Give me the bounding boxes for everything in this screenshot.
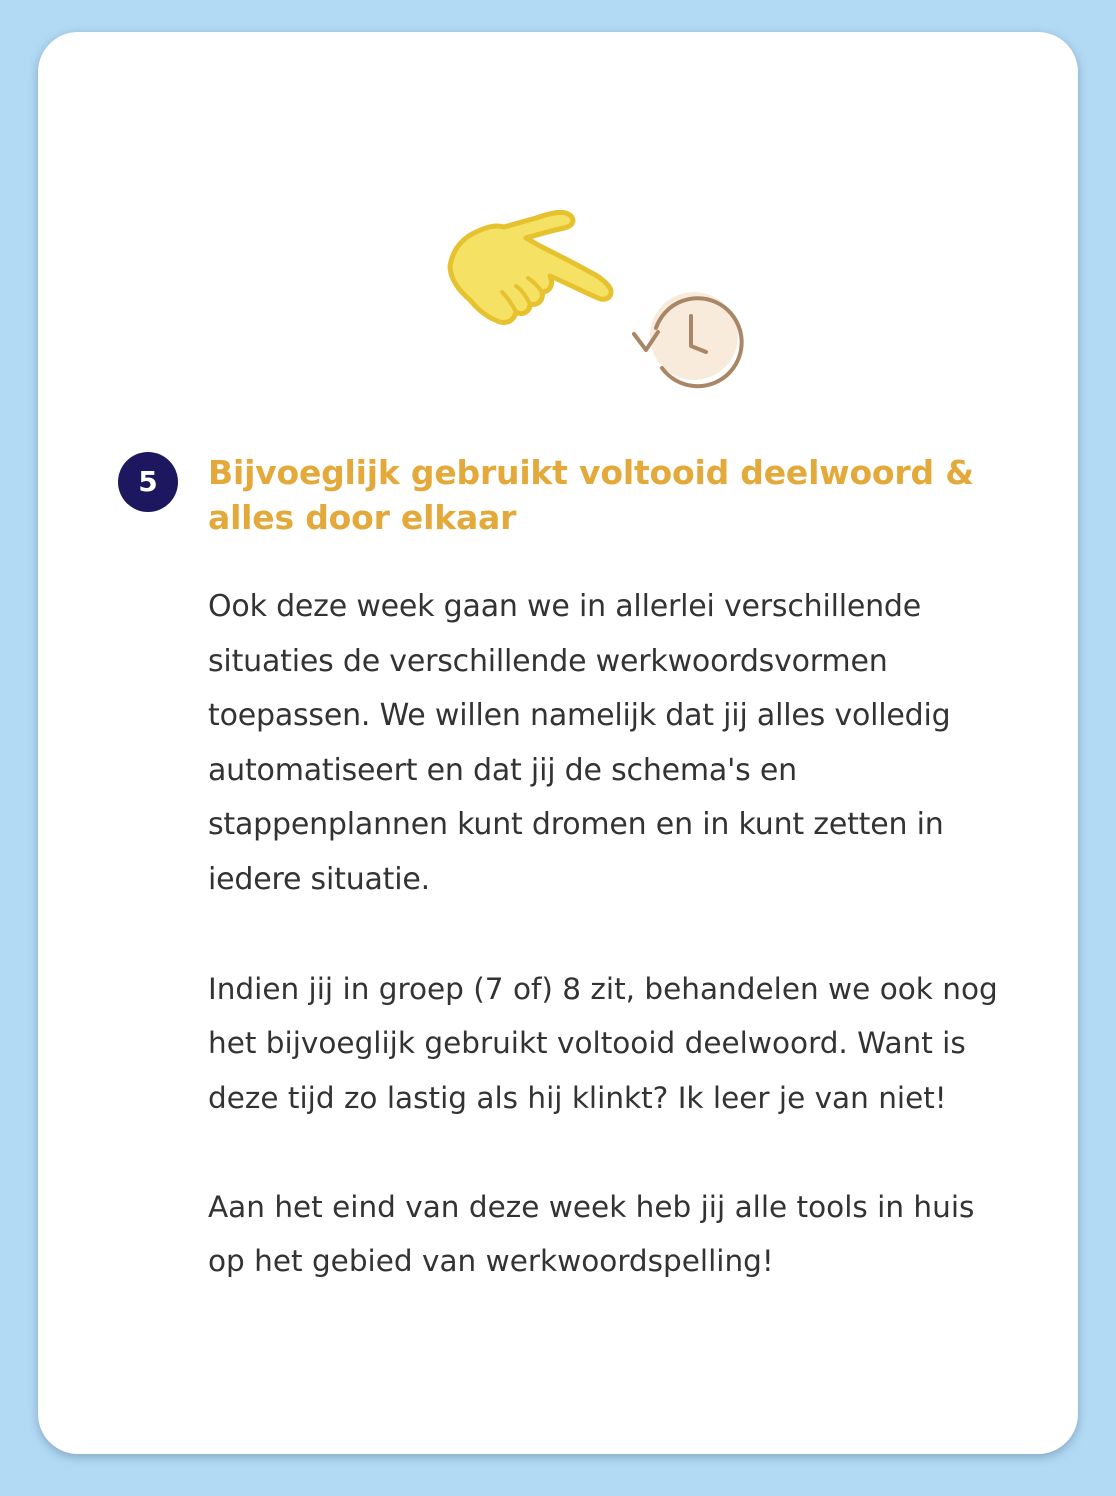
step-number-badge: 5 [118, 452, 178, 512]
illustration [408, 172, 768, 402]
pointing-hand-icon [450, 212, 611, 322]
step-card [38, 32, 1078, 1454]
paragraph: Ook deze week gaan we in allerlei verschillende situaties de verschillende werkwoordsvormen toepassen. We willen namelijk dat jij alles volledig automatiseert en dat jij de schema's en stappenplannen kunt dromen en in kunt zetten in iedere situatie. [208, 589, 951, 897]
step-title: Bijvoeglijk gebruikt voltooid deelwoord & alles door elkaar [208, 453, 974, 537]
paragraph: Indien jij in groep (7 of) 8 zit, behandelen we ook nog het bijvoeglijk gebruikt voltooid deelwoord. Want is deze tijd zo lastig als hij klinkt? Ik leer je van niet! [208, 971, 998, 1115]
clock-rewind-icon [634, 292, 742, 386]
paragraph: Aan het eind van deze week heb jij alle tools in huis op het gebied van werkwoordspelling! [208, 1189, 975, 1278]
step-description [208, 580, 1018, 1343]
